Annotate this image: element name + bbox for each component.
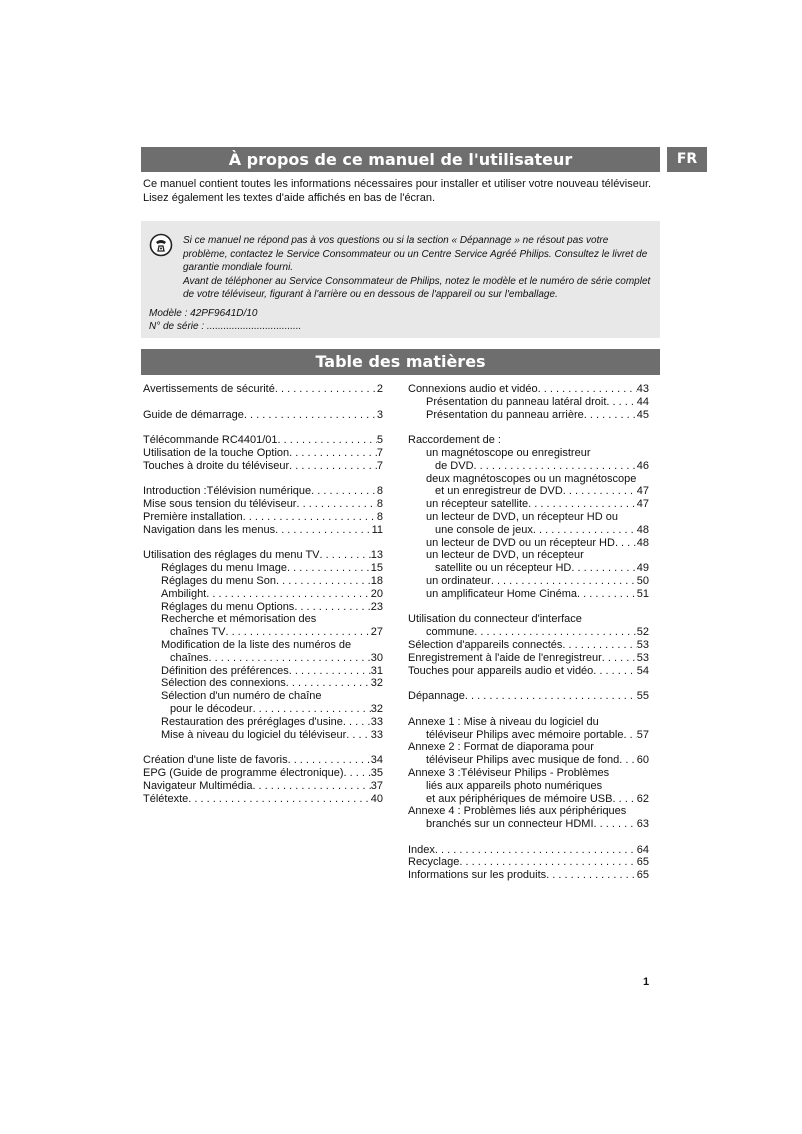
toc-entry[interactable] bbox=[408, 805, 649, 818]
support-note-paragraph-1: Si ce manuel ne répond pas à vos questions ou si la section « Dépannage » ne résout pas votre problème, contactez le Service Consommateur ou un Centre Service Agréé Philips. Consultez le livret de garantie mondiale fourni. bbox=[183, 235, 648, 273]
toc-entry[interactable] bbox=[143, 511, 383, 524]
toc-spacer bbox=[408, 677, 649, 690]
toc-entry[interactable] bbox=[143, 793, 383, 806]
toc-entry-page: 47 bbox=[636, 485, 649, 498]
serial-number: N° de série : .................................. bbox=[149, 321, 302, 332]
toc-entry-title: Mise à niveau du logiciel du téléviseur bbox=[161, 728, 347, 741]
toc-entry-title: une console de jeux bbox=[435, 523, 533, 536]
toc-leader-dots bbox=[188, 793, 371, 806]
toc-entry-title: un magnétoscope ou enregistreur bbox=[426, 446, 591, 459]
toc-entry[interactable] bbox=[143, 485, 383, 498]
toc-entry-page: 43 bbox=[636, 383, 649, 395]
toc-leader-dots bbox=[287, 562, 371, 575]
toc-entry-page: 63 bbox=[636, 818, 649, 831]
toc-leader-dots bbox=[244, 409, 377, 422]
toc-entry-title: Introduction :Télévision numérique bbox=[143, 485, 312, 498]
toc-entry[interactable] bbox=[408, 396, 649, 409]
toc-entry-title: Réglages du menu Image bbox=[161, 562, 287, 575]
toc-leader-dots bbox=[296, 498, 376, 511]
toc-entry[interactable] bbox=[408, 780, 649, 793]
toc-leader-dots bbox=[584, 409, 637, 422]
toc-entry-page: 62 bbox=[636, 792, 649, 805]
toc-entry[interactable] bbox=[408, 767, 649, 780]
toc-entry[interactable] bbox=[408, 434, 649, 447]
toc-entry-title: Avertissements de sécurité bbox=[143, 383, 275, 395]
language-tab: FR bbox=[667, 147, 707, 172]
toc-entry-page: 40 bbox=[370, 792, 383, 805]
toc-entry-title: pour le décodeur bbox=[170, 702, 253, 715]
toc-entry-title: un récepteur satellite bbox=[426, 498, 529, 511]
toc-entry[interactable] bbox=[143, 588, 383, 601]
toc-entry-page: 52 bbox=[636, 626, 649, 639]
toc-entry-page: 31 bbox=[370, 664, 383, 677]
support-note-box bbox=[141, 221, 660, 338]
toc-entry-title: Réglages du menu Son bbox=[161, 574, 276, 587]
toc-entry-title: Touches pour appareils audio et vidéo bbox=[408, 664, 594, 677]
toc-entry-page: 60 bbox=[636, 754, 649, 767]
toc-entry-page: 18 bbox=[370, 574, 383, 587]
toc-entry-title: Présentation du panneau arrière bbox=[426, 408, 584, 421]
toc-entry[interactable] bbox=[143, 498, 383, 511]
toc-entry[interactable] bbox=[408, 716, 649, 729]
toc-entry-page: 46 bbox=[636, 459, 649, 472]
toc-leader-dots bbox=[311, 485, 377, 498]
toc-entry[interactable] bbox=[143, 409, 383, 422]
toc-entry-page: 37 bbox=[370, 779, 383, 792]
toc-leader-dots bbox=[209, 652, 371, 665]
toc-leader-dots bbox=[243, 511, 377, 524]
toc-spacer bbox=[143, 421, 383, 434]
toc-entry-title: Télétexte bbox=[143, 792, 189, 805]
toc-entry[interactable] bbox=[408, 498, 649, 511]
toc-entry-page: 11 bbox=[371, 523, 383, 536]
toc-leader-dots bbox=[528, 498, 637, 511]
toc-entry-title: Annexe 3 :Téléviseur Philips - Problèmes bbox=[408, 766, 610, 779]
toc-entry-title: Index bbox=[408, 843, 435, 856]
toc-entry[interactable] bbox=[143, 562, 383, 575]
toc-leader-dots bbox=[571, 562, 636, 575]
toc-leader-dots bbox=[289, 665, 371, 678]
section-title-about: À propos de ce manuel de l'utilisateur bbox=[141, 147, 660, 172]
toc-entry-title: Recherche et mémorisation des bbox=[161, 613, 317, 626]
toc-entry[interactable] bbox=[408, 754, 649, 767]
toc-entry[interactable] bbox=[143, 524, 383, 537]
toc-leader-dots bbox=[594, 818, 637, 831]
toc-leader-dots bbox=[294, 601, 370, 614]
toc-left-column bbox=[143, 383, 383, 805]
toc-entry-page: 23 bbox=[370, 600, 383, 613]
toc-entry-page: 54 bbox=[636, 664, 649, 677]
toc-entry-title: Sélection des connexions bbox=[161, 677, 286, 690]
toc-entry[interactable] bbox=[408, 652, 649, 665]
toc-entry[interactable] bbox=[408, 562, 649, 575]
toc-entry-title: liés aux appareils photo numériques bbox=[426, 779, 603, 792]
toc-entry-title: Enregistrement à l'aide de l'enregistreur bbox=[408, 651, 602, 664]
toc-entry-title: un lecteur de DVD, un récepteur HD ou bbox=[426, 510, 618, 523]
toc-leader-dots bbox=[593, 665, 636, 678]
toc-entry[interactable] bbox=[408, 626, 649, 639]
toc-entry-title: branchés sur un connecteur HDMI bbox=[426, 818, 594, 831]
toc-leader-dots bbox=[435, 844, 637, 857]
toc-entry-title: Navigation dans les menus bbox=[143, 523, 276, 536]
toc-entry-page: 3 bbox=[376, 408, 383, 421]
toc-leader-dots bbox=[465, 690, 637, 703]
toc-entry-title: Présentation du panneau latéral droit bbox=[426, 395, 607, 408]
toc-entry-page: 65 bbox=[636, 869, 649, 882]
toc-leader-dots bbox=[606, 396, 636, 409]
toc-entry-title: Sélection d'appareils connectés bbox=[408, 638, 563, 651]
toc-entry[interactable] bbox=[408, 665, 649, 678]
toc-leader-dots bbox=[612, 793, 636, 806]
toc-entry[interactable] bbox=[408, 844, 649, 857]
toc-spacer bbox=[408, 601, 649, 614]
toc-entry[interactable] bbox=[408, 511, 649, 524]
toc-right-column bbox=[408, 383, 649, 882]
toc-leader-dots bbox=[343, 716, 371, 729]
toc-leader-dots bbox=[320, 549, 371, 562]
toc-entry-title: Recyclage bbox=[408, 856, 460, 869]
toc-entry-title: chaînes bbox=[170, 651, 209, 664]
toc-entry[interactable] bbox=[408, 613, 649, 626]
model-number: Modèle : 42PF9641D/10 bbox=[149, 308, 258, 319]
toc-entry[interactable] bbox=[143, 460, 383, 473]
toc-leader-dots bbox=[562, 639, 636, 652]
toc-entry[interactable] bbox=[143, 447, 383, 460]
toc-leader-dots bbox=[474, 460, 637, 473]
toc-leader-dots bbox=[619, 754, 637, 767]
toc-entry-title: Modification de la liste des numéros de bbox=[161, 638, 352, 651]
toc-entry-title: Utilisation du connecteur d'interface bbox=[408, 613, 582, 626]
toc-spacer bbox=[143, 473, 383, 486]
toc-entry[interactable] bbox=[143, 690, 383, 703]
toc-spacer bbox=[408, 831, 649, 844]
toc-entry-title: un lecteur de DVD ou un récepteur HD bbox=[426, 536, 615, 549]
toc-entry[interactable] bbox=[408, 460, 649, 473]
toc-entry[interactable] bbox=[143, 434, 383, 447]
toc-entry[interactable] bbox=[408, 741, 649, 754]
toc-entry-page: 51 bbox=[636, 587, 649, 600]
toc-entry[interactable] bbox=[143, 549, 383, 562]
toc-entry-title: Annexe 1 : Mise à niveau du logiciel du bbox=[408, 715, 599, 728]
toc-entry-page: 53 bbox=[636, 651, 649, 664]
toc-entry-title: Raccordement de : bbox=[408, 434, 501, 447]
model-info bbox=[149, 307, 301, 333]
toc-entry-title: Ambilight bbox=[161, 587, 207, 600]
toc-spacer bbox=[143, 396, 383, 409]
toc-leader-dots bbox=[252, 780, 370, 793]
toc-leader-dots bbox=[615, 537, 637, 550]
toc-entry-title: Connexions audio et vidéo bbox=[408, 383, 538, 395]
toc-entry-title: Annexe 2 : Format de diaporama pour bbox=[408, 741, 594, 754]
toc-entry[interactable] bbox=[143, 767, 383, 780]
toc-entry-page: 8 bbox=[376, 498, 383, 511]
toc-entry[interactable] bbox=[143, 601, 383, 614]
toc-entry[interactable] bbox=[408, 639, 649, 652]
toc-entry[interactable] bbox=[143, 665, 383, 678]
toc-entry[interactable] bbox=[408, 690, 649, 703]
toc-entry[interactable] bbox=[143, 716, 383, 729]
toc-entry[interactable] bbox=[143, 652, 383, 665]
toc-entry[interactable] bbox=[143, 729, 383, 742]
toc-entry-page: 33 bbox=[370, 728, 383, 741]
toc-entry[interactable] bbox=[143, 575, 383, 588]
toc-leader-dots bbox=[602, 652, 637, 665]
toc-leader-dots bbox=[225, 626, 370, 639]
toc-entry-title: téléviseur Philips avec mémoire portable bbox=[426, 728, 624, 741]
toc-entry-page: 34 bbox=[370, 754, 383, 767]
toc-entry-page: 57 bbox=[636, 728, 649, 741]
toc-entry[interactable] bbox=[143, 613, 383, 626]
toc-spacer bbox=[408, 421, 649, 434]
toc-spacer bbox=[143, 741, 383, 754]
toc-leader-dots bbox=[346, 729, 370, 742]
toc-entry[interactable] bbox=[143, 639, 383, 652]
toc-entry[interactable] bbox=[408, 485, 649, 498]
toc-entry-title: et un enregistreur de DVD bbox=[435, 485, 563, 498]
toc-spacer bbox=[408, 703, 649, 716]
toc-entry[interactable] bbox=[408, 729, 649, 742]
toc-entry-page: 50 bbox=[636, 574, 649, 587]
toc-entry-title: EPG (Guide de programme électronique) bbox=[143, 766, 344, 779]
toc-entry-title: commune bbox=[426, 626, 475, 639]
toc-leader-dots bbox=[546, 869, 637, 882]
toc-entry-page: 45 bbox=[636, 408, 649, 421]
toc-title: Table des matières bbox=[141, 349, 660, 375]
toc-entry-title: satellite ou un récepteur HD bbox=[435, 562, 572, 575]
toc-entry-title: Dépannage bbox=[408, 690, 465, 703]
toc-entry[interactable] bbox=[408, 793, 649, 806]
toc-entry-title: Annexe 4 : Problèmes liés aux périphériques bbox=[408, 805, 627, 818]
toc-entry-title: Navigateur Multimédia bbox=[143, 779, 253, 792]
toc-entry[interactable] bbox=[408, 537, 649, 550]
toc-entry-page: 55 bbox=[636, 690, 649, 703]
toc-leader-dots bbox=[278, 434, 377, 447]
toc-entry-page: 8 bbox=[376, 485, 383, 498]
toc-entry-page: 49 bbox=[636, 562, 649, 575]
toc-entry[interactable] bbox=[408, 588, 649, 601]
toc-entry[interactable] bbox=[143, 780, 383, 793]
toc-entry[interactable] bbox=[408, 473, 649, 486]
toc-entry-page: 30 bbox=[370, 651, 383, 664]
toc-leader-dots bbox=[563, 485, 637, 498]
toc-entry-page: 33 bbox=[370, 715, 383, 728]
toc-leader-dots bbox=[577, 588, 637, 601]
toc-leader-dots bbox=[253, 703, 371, 716]
toc-entry[interactable] bbox=[408, 818, 649, 831]
toc-entry[interactable] bbox=[408, 869, 649, 882]
toc-entry-page: 53 bbox=[636, 638, 649, 651]
toc-entry-title: un amplificateur Home Cinéma bbox=[426, 587, 578, 600]
toc-entry[interactable] bbox=[408, 575, 649, 588]
intro-paragraph: Ce manuel contient toutes les informations nécessaires pour installer et utiliser votre nouveau téléviseur. Lisez également les textes d'aide affichés en bas de l'écran. bbox=[143, 178, 652, 204]
toc-leader-dots bbox=[289, 447, 377, 460]
toc-entry-title: un ordinateur bbox=[426, 574, 491, 587]
toc-entry-page: 27 bbox=[370, 626, 383, 639]
toc-entry-page: 20 bbox=[370, 587, 383, 600]
toc-leader-dots bbox=[276, 575, 371, 588]
toc-entry-page: 32 bbox=[370, 677, 383, 690]
toc-entry-title: Utilisation des réglages du menu TV bbox=[143, 549, 320, 562]
toc-entry-title: Définition des préférences bbox=[161, 664, 289, 677]
toc-entry[interactable] bbox=[143, 383, 383, 396]
toc-entry-page: 44 bbox=[636, 395, 649, 408]
toc-leader-dots bbox=[538, 383, 637, 396]
toc-entry-page: 15 bbox=[370, 562, 383, 575]
toc-entry[interactable] bbox=[143, 677, 383, 690]
toc-entry-title: Réglages du menu Options bbox=[161, 600, 295, 613]
toc-entry-page: 5 bbox=[376, 434, 383, 447]
toc-leader-dots bbox=[206, 588, 371, 601]
toc-leader-dots bbox=[459, 856, 636, 869]
toc-entry-page: 13 bbox=[370, 549, 383, 562]
toc-leader-dots bbox=[491, 575, 637, 588]
toc-entry-page: 48 bbox=[636, 523, 649, 536]
toc-entry-title: Touches à droite du téléviseur bbox=[143, 459, 290, 472]
support-note-text bbox=[149, 234, 654, 302]
toc-entry-title: téléviseur Philips avec musique de fond bbox=[426, 754, 620, 767]
toc-leader-dots bbox=[344, 767, 371, 780]
toc-entry-page: 65 bbox=[636, 856, 649, 869]
toc-entry-title: et aux périphériques de mémoire USB bbox=[426, 792, 613, 805]
toc-entry-page: 2 bbox=[376, 383, 383, 395]
toc-leader-dots bbox=[286, 677, 371, 690]
toc-entry-title: deux magnétoscopes ou un magnétoscope bbox=[426, 472, 637, 485]
toc-leader-dots bbox=[275, 383, 377, 396]
toc-entry[interactable] bbox=[143, 703, 383, 716]
toc-entry-title: Mise sous tension du téléviseur bbox=[143, 498, 297, 511]
toc-entry[interactable] bbox=[143, 626, 383, 639]
toc-entry[interactable] bbox=[408, 856, 649, 869]
toc-leader-dots bbox=[474, 626, 636, 639]
toc-entry[interactable] bbox=[408, 524, 649, 537]
toc-entry-page: 7 bbox=[376, 446, 383, 459]
toc-entry-title: Première installation bbox=[143, 510, 243, 523]
toc-entry[interactable] bbox=[143, 754, 383, 767]
toc-entry-title: un lecteur de DVD, un récepteur bbox=[426, 549, 584, 562]
toc-entry-title: Informations sur les produits bbox=[408, 869, 547, 882]
toc-entry-title: Guide de démarrage bbox=[143, 408, 244, 421]
toc-entry-title: Sélection d'un numéro de chaîne bbox=[161, 690, 322, 703]
page-number: 1 bbox=[643, 976, 650, 988]
toc-entry[interactable] bbox=[408, 383, 649, 396]
toc-entry-page: 35 bbox=[370, 766, 383, 779]
toc-entry-page: 48 bbox=[636, 536, 649, 549]
toc-entry-title: Création d'une liste de favoris bbox=[143, 754, 288, 767]
toc-entry[interactable] bbox=[408, 447, 649, 460]
toc-entry[interactable] bbox=[408, 409, 649, 422]
toc-entry-page: 7 bbox=[376, 459, 383, 472]
toc-entry[interactable] bbox=[408, 549, 649, 562]
toc-entry-title: Restauration des préréglages d'usine bbox=[161, 715, 343, 728]
toc-entry-page: 8 bbox=[376, 510, 383, 523]
toc-leader-dots bbox=[289, 460, 377, 473]
toc-entry-title: Utilisation de la touche Option bbox=[143, 446, 290, 459]
toc-entry-page: 32 bbox=[370, 702, 383, 715]
support-note-paragraph-2: Avant de téléphoner au Service Consommateur de Philips, notez le modèle et le numéro de série complet de votre téléviseur, figurant à l'arrière ou en dessous de l'appareil ou sur l'emballage. bbox=[183, 275, 651, 300]
toc-leader-dots bbox=[275, 524, 372, 537]
toc-spacer bbox=[143, 537, 383, 550]
toc-leader-dots bbox=[533, 524, 637, 537]
toc-entry-title: de DVD bbox=[435, 459, 474, 472]
toc-entry-page: 47 bbox=[636, 498, 649, 511]
toc-entry-title: Télécommande RC4401/01 bbox=[143, 434, 278, 447]
toc-entry-page: 64 bbox=[636, 843, 649, 856]
toc-entry-title: chaînes TV bbox=[170, 626, 226, 639]
toc-leader-dots bbox=[623, 729, 636, 742]
toc-leader-dots bbox=[288, 754, 371, 767]
